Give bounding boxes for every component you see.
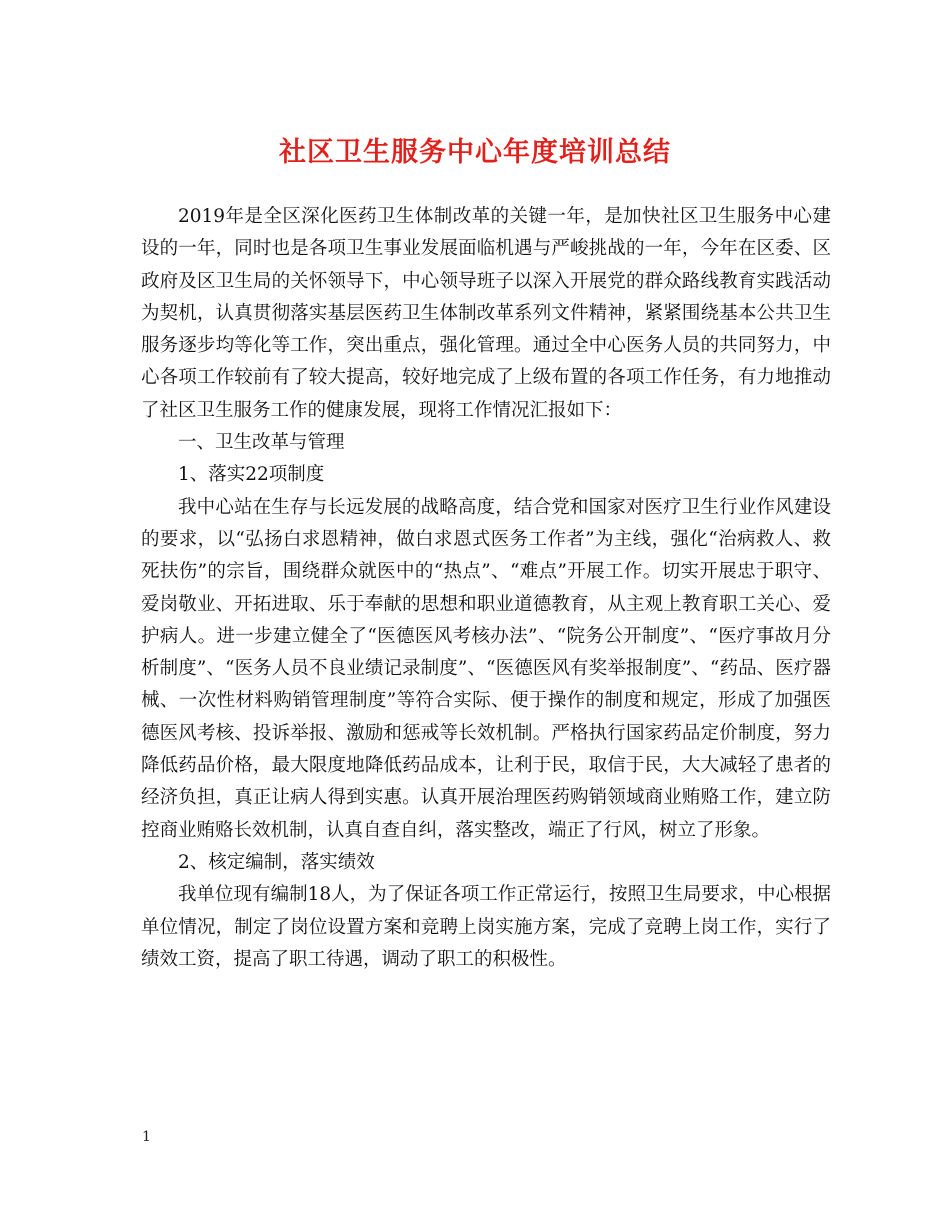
document-title: 社区卫生服务中心年度培训总结 — [279, 137, 671, 168]
page-number: 1 — [142, 1129, 151, 1145]
intro-paragraph: 2019年是全区深化医药卫生体制改革的关键一年，是加快社区卫生服务中心建设的一年，同时也是各项卫生事业发展面临机遇与严峻挑战的一年，今年在区委、区政府及区卫生局的关怀领导下，中心领导班子以深入开展党的群众路线教育实践活动为契机，认真贯彻落实基层医药卫生体制改革系列文件精神，紧紧围绕基本公共卫生服务逐步均等化等工作，突出重点，强化管理。通过全中心医务人员的共同努力，中心各项工作较前有了较大提高，较好地完成了上级布置的各项工作任务，有力地推动了社区卫生服务工作的健康发展，现将工作情况汇报如下： — [141, 206, 831, 421]
document-body — [141, 201, 831, 976]
subsection-heading: 1、落实22项制度 — [178, 464, 325, 486]
body-paragraph: 我单位现有编制18人，为了保证各项工作正常运行，按照卫生局要求，中心根据单位情况，制定了岗位设置方案和竞聘上岗实施方案，完成了竞聘上岗工作，实行了绩效工资，提高了职工待遇，调动了职工的积极性。 — [141, 884, 831, 970]
body-paragraph: 我中心站在生存与长远发展的战略高度，结合党和国家对医疗卫生行业作风建设的要求，以“弘扬白求恩精神，做白求恩式医务工作者”为主线，强化“治病救人、救死扶伤”的宗旨，围绕群众就医中的“热点”、“难点”开展工作。切实开展忠于职守、爱岗敬业、开拓进取、乐于奉献的思想和职业道德教育，从主观上教育职工关心、爱护病人。进一步建立健全了“医德医风考核办法”、“院务公开制度”、“医疗事故月分析制度”、“医务人员不良业绩记录制度”、“医德医风有奖举报制度”、“药品、医疗器械、一次性材料购销管理制度”等符合实际、便于操作的制度和规定，形成了加强医德医风考核、投诉举报、激励和惩戒等长效机制。严格执行国家药品定价制度，努力降低药品价格，最大限度地降低药品成本，让利于民，取信于民，大大减轻了患者的经济负担，真正让病人得到实惠。认真开展治理医药购销领域商业贿赂工作，建立防控商业贿赂长效机制，认真自查自纠，落实整改，端正了行风，树立了形象。 — [141, 496, 831, 841]
section-heading: 一、卫生改革与管理 — [178, 432, 345, 454]
subsection-heading: 2、核定编制，落实绩效 — [178, 851, 375, 873]
